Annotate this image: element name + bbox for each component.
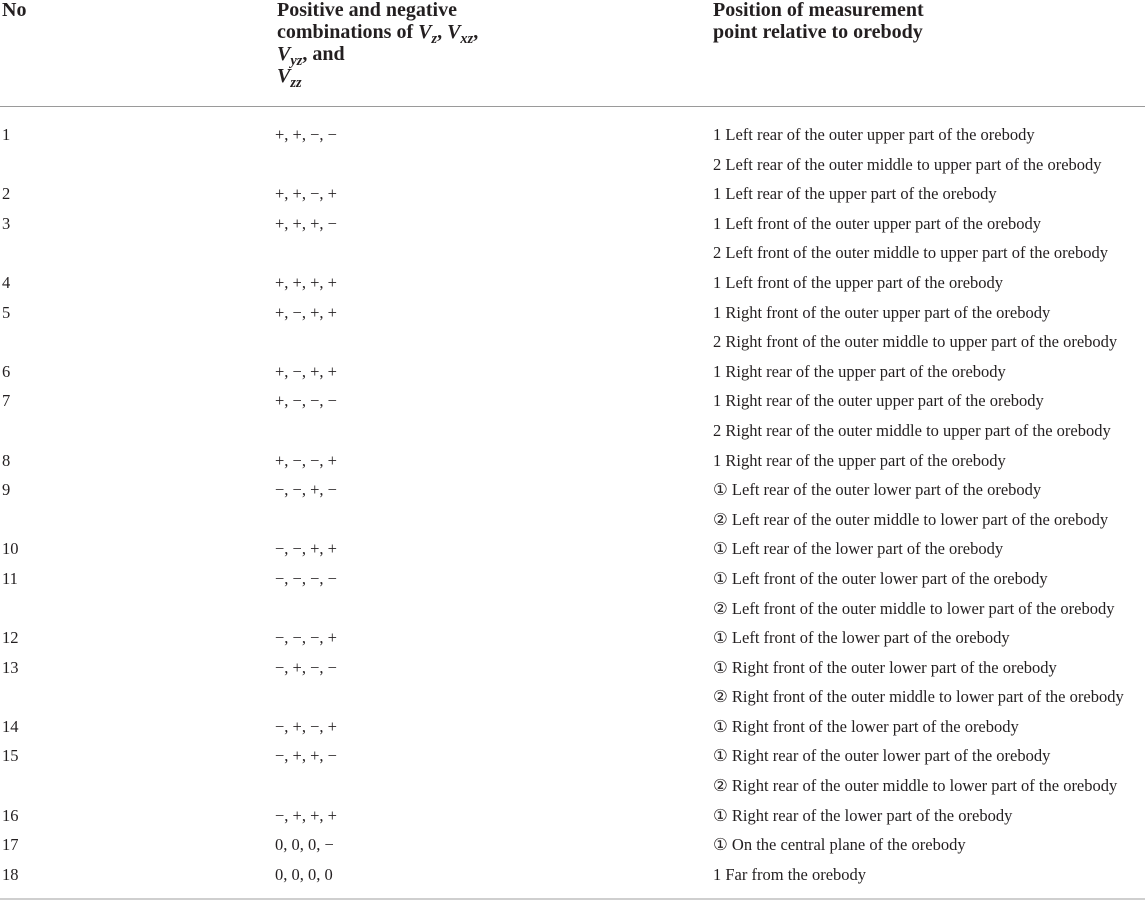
sub-xz: xz xyxy=(460,31,474,47)
cell-no: 15 xyxy=(2,746,19,766)
table-row xyxy=(0,357,1145,387)
cell-position: ① Left front of the outer lower part of the orebody xyxy=(713,568,1048,588)
cell-position: 2 Left rear of the outer middle to upper part of the orebody xyxy=(713,154,1102,174)
cell-combination: 0, 0, 0, − xyxy=(275,835,334,855)
cell-position: ① Left rear of the lower part of the orebody xyxy=(713,539,1004,559)
cell-combination: −, −, −, + xyxy=(275,628,337,648)
cell-position: 1 Left rear of the upper part of the orebody xyxy=(713,184,997,204)
cell-combination: −, −, +, + xyxy=(275,539,337,559)
cell-no: 14 xyxy=(2,716,19,736)
cell-position: ② Right front of the outer middle to lower part of the orebody xyxy=(713,687,1124,707)
var-v: V xyxy=(447,21,461,43)
cell-position: 1 Far from the orebody xyxy=(713,864,867,884)
cell-no: 5 xyxy=(2,302,11,322)
table-row xyxy=(0,238,1145,268)
table-row xyxy=(0,209,1145,239)
table-row xyxy=(0,623,1145,653)
var-v: V xyxy=(277,65,291,87)
cell-no: 8 xyxy=(2,450,11,470)
cell-position: 2 Left front of the outer middle to upper part of the orebody xyxy=(713,243,1108,263)
cell-position: 2 Right rear of the outer middle to upper part of the orebody xyxy=(713,420,1111,440)
cell-position: ② Left rear of the outer middle to lower part of the orebody xyxy=(713,509,1109,529)
table-row xyxy=(0,475,1145,505)
cell-position: ① Right front of the outer lower part of the orebody xyxy=(713,657,1057,677)
table-row xyxy=(0,268,1145,298)
cell-no: 16 xyxy=(2,805,19,825)
cell-combination: +, −, −, + xyxy=(275,450,337,470)
table-row xyxy=(0,594,1145,624)
table-row xyxy=(0,712,1145,742)
cell-no: 11 xyxy=(2,568,18,588)
cell-combination: +, −, +, + xyxy=(275,361,337,381)
table-row xyxy=(0,416,1145,446)
cell-position: 1 Right rear of the outer upper part of the orebody xyxy=(713,391,1044,411)
table-row xyxy=(0,534,1145,564)
cell-combination: −, +, −, − xyxy=(275,657,337,677)
cell-no: 9 xyxy=(2,480,11,500)
cell-no: 3 xyxy=(2,213,11,233)
cell-combination: −, +, +, − xyxy=(275,746,337,766)
cell-no: 13 xyxy=(2,657,19,677)
cell-no: 10 xyxy=(2,539,19,559)
cell-position: ① Left rear of the outer lower part of the orebody xyxy=(713,480,1042,500)
header-comb-text: Positive and negative combinations of xyxy=(277,0,457,43)
cell-combination: +, +, +, + xyxy=(275,272,337,292)
cell-combination: +, −, −, − xyxy=(275,391,337,411)
cell-position: 1 Left front of the outer upper part of the orebody xyxy=(713,213,1042,233)
cell-position: ① Right rear of the lower part of the orebody xyxy=(713,805,1013,825)
cell-position: 1 Right rear of the upper part of the orebody xyxy=(713,361,1006,381)
table-row xyxy=(0,682,1145,712)
sub-z: z xyxy=(431,31,438,47)
table-row xyxy=(0,386,1145,416)
cell-no: 12 xyxy=(2,628,19,648)
table-body xyxy=(0,120,1145,889)
table-row xyxy=(0,653,1145,683)
var-v: V xyxy=(418,21,432,43)
cell-no: 18 xyxy=(2,864,19,884)
cell-position: 1 Right front of the outer upper part of the orebody xyxy=(713,302,1051,322)
cell-position: 1 Right rear of the upper part of the orebody xyxy=(713,450,1006,470)
table-bottom-rule xyxy=(0,898,1145,900)
table-row xyxy=(0,801,1145,831)
header-combinations: Positive and negative combinations of $V_z$, $V_{xz}$, $V_{yz}$, and $V_{zz}$ xyxy=(277,0,479,91)
cell-position: ② Right rear of the outer middle to lower part of the orebody xyxy=(713,776,1118,796)
cell-combination: +, +, +, − xyxy=(275,213,337,233)
cell-combination: −, +, −, + xyxy=(275,716,337,736)
table-row xyxy=(0,860,1145,890)
table-row xyxy=(0,564,1145,594)
table-row xyxy=(0,830,1145,860)
cell-position: 1 Left front of the upper part of the orebody xyxy=(713,272,1004,292)
cell-no: 7 xyxy=(2,391,11,411)
var-v: V xyxy=(277,43,291,65)
cell-combination: +, +, −, − xyxy=(275,125,337,144)
table-row xyxy=(0,446,1145,476)
table-header xyxy=(0,0,1145,107)
cell-position: ② Left front of the outer middle to lower part of the orebody xyxy=(713,598,1115,618)
cell-position: ① Right front of the lower part of the orebody xyxy=(713,716,1019,736)
cell-combination: −, +, +, + xyxy=(275,805,337,825)
table-row xyxy=(0,505,1145,535)
sub-yz: yz xyxy=(290,53,303,69)
header-and: and xyxy=(312,43,345,65)
table-row xyxy=(0,771,1145,801)
table-row xyxy=(0,741,1145,771)
cell-position: ① Right rear of the outer lower part of the orebody xyxy=(713,746,1051,766)
table-row xyxy=(0,327,1145,357)
header-no: No xyxy=(2,0,27,21)
cell-combination: −, −, +, − xyxy=(275,480,337,500)
cell-no: 2 xyxy=(2,184,11,204)
header-divider xyxy=(0,106,1145,107)
cell-no: 4 xyxy=(2,272,11,292)
cell-no: 1 xyxy=(2,125,11,144)
cell-position: 2 Right front of the outer middle to upper part of the orebody xyxy=(713,332,1118,352)
table-row xyxy=(0,298,1145,328)
cell-position: ① On the central plane of the orebody xyxy=(713,835,966,855)
cell-combination: +, +, −, + xyxy=(275,184,337,204)
cell-combination: −, −, −, − xyxy=(275,568,337,588)
table-row xyxy=(0,150,1145,180)
header-position: Position of measurement point relative to orebody xyxy=(713,0,924,43)
cell-no: 6 xyxy=(2,361,11,381)
cell-combination: 0, 0, 0, 0 xyxy=(275,864,333,884)
table-row xyxy=(0,120,1145,150)
table-row xyxy=(0,179,1145,209)
cell-no: 17 xyxy=(2,835,19,855)
cell-combination: +, −, +, + xyxy=(275,302,337,322)
cell-position: 1 Left rear of the outer upper part of the orebody xyxy=(713,125,1035,144)
cell-position: ① Left front of the lower part of the orebody xyxy=(713,628,1010,648)
sub-zz: zz xyxy=(290,75,302,91)
